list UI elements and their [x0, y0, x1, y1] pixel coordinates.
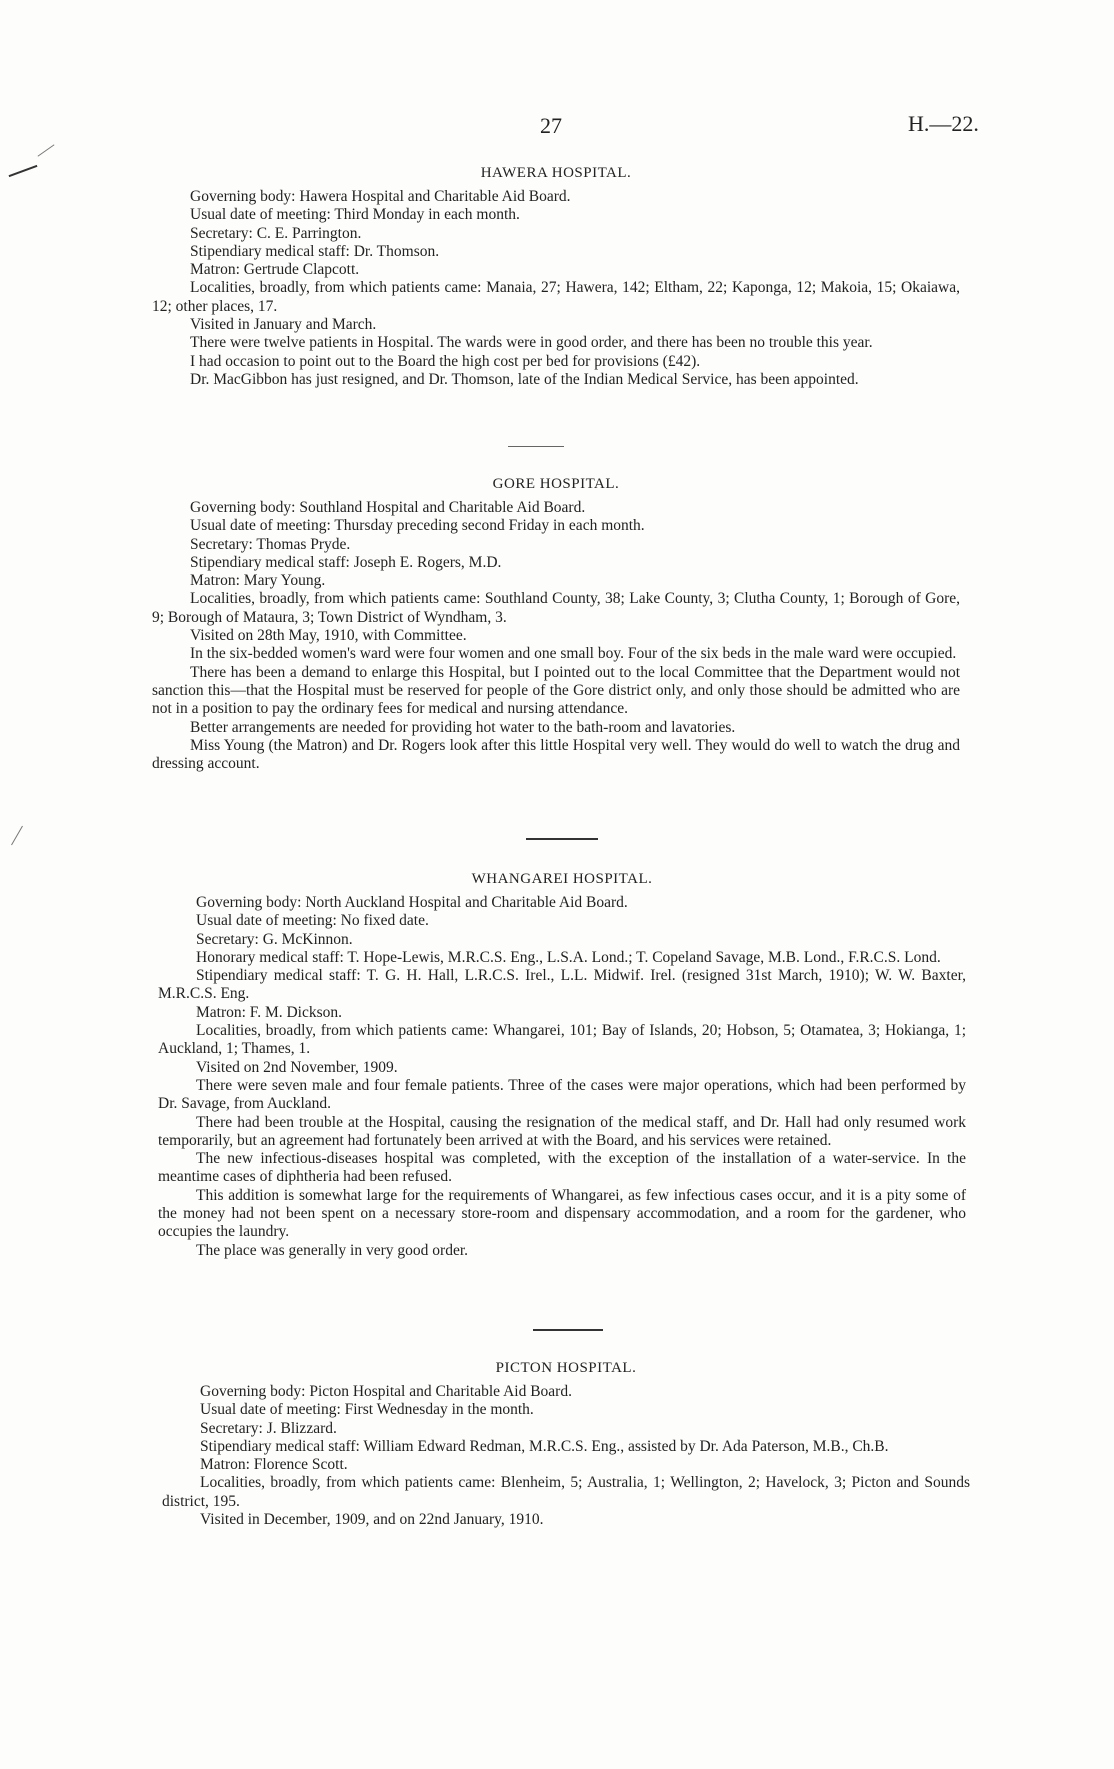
- paragraph: This addition is somewhat large for the requirements of Whangarei, as few infectious cases occur, and it is a pity some of the money had not been spent on a necessary store-room and dispensary accommodation, and a room for the gardener, who occupies the laundry.: [158, 1186, 966, 1241]
- paragraph: Usual date of meeting: Third Monday in each month.: [190, 206, 520, 224]
- page-number: 27: [540, 113, 562, 138]
- paragraph: Secretary: G. McKinnon.: [196, 930, 353, 948]
- paragraph: Secretary: Thomas Pryde.: [190, 535, 351, 553]
- paragraph: Governing body: North Auckland Hospital and Charitable Aid Board.: [196, 894, 628, 911]
- section-title: PICTON HOSPITAL.: [495, 1360, 637, 1376]
- section-title: HAWERA HOSPITAL.: [480, 165, 632, 181]
- section-picton-hospital: [162, 1360, 970, 1529]
- margin-mark: [9, 165, 38, 177]
- paragraph: There were seven male and four female patients. Three of the cases were major operations, which had been performed by Dr. Savage, from Auckland.: [158, 1076, 966, 1113]
- section-hawera-hospital: [152, 165, 960, 389]
- paragraph: The new infectious-diseases hospital was completed, with the exception of the installation of a water-service. In the meantime cases of diphtheria had been refused.: [158, 1150, 966, 1186]
- paragraph: Matron: F. M. Dickson.: [196, 1003, 343, 1021]
- paragraph: Visited on 2nd November, 1909.: [196, 1058, 398, 1076]
- paragraph: Localities, broadly, from which patients came: Blenheim, 5; Australia, 1; Wellington, 2; Havelock, 3; Picton and Sounds district, 195.: [162, 1474, 970, 1510]
- paragraph: Visited in December, 1909, and on 22nd January, 1910.: [200, 1511, 544, 1529]
- paragraph: Governing body: Southland Hospital and Charitable Aid Board.: [190, 499, 586, 516]
- page-reference: H.—22.: [908, 111, 979, 136]
- paragraph: Localities, broadly, from which patients came: Southland County, 38; Lake County, 3; Clutha County, 1; Borough of Gore, 9; Borough of Mataura, 3; Town District of Wyndham, 3.: [152, 590, 960, 626]
- paragraph: Governing body: Hawera Hospital and Charitable Aid Board.: [190, 188, 571, 205]
- section-gore-hospital: [152, 476, 960, 773]
- paragraph: Matron: Mary Young.: [190, 572, 326, 590]
- section-divider: [508, 446, 564, 447]
- paragraph: Usual date of meeting: First Wednesday in the month.: [200, 1401, 534, 1419]
- paragraph: There were twelve patients in Hospital. The wards were in good order, and there has been no trouble this year.: [190, 334, 873, 352]
- margin-mark: [11, 826, 23, 846]
- paragraph: In the six-bedded women's ward were four women and one small boy. Four of the six beds in the male ward were occupied.: [190, 645, 957, 663]
- paragraph: Governing body: Picton Hospital and Charitable Aid Board.: [200, 1383, 572, 1400]
- paragraph: Visited in January and March.: [190, 316, 377, 334]
- paragraph: Matron: Gertrude Clapcott.: [190, 261, 360, 279]
- paragraph: Localities, broadly, from which patients came: Whangarei, 101; Bay of Islands, 20; Hobson, 5; Otamatea, 3; Hokianga, 1; Auckland, 1; Thames, 1.: [158, 1022, 966, 1058]
- section-title: GORE HOSPITAL.: [492, 476, 620, 492]
- section-divider: [533, 1329, 603, 1331]
- paragraph: Stipendiary medical staff: Dr. Thomson.: [190, 242, 440, 260]
- section-whangarei-hospital: [158, 871, 966, 1260]
- paragraph: Secretary: J. Blizzard.: [200, 1419, 337, 1437]
- paragraph: The place was generally in very good order.: [196, 1241, 469, 1259]
- paragraph: There had been trouble at the Hospital, causing the resignation of the medical staff, and Dr. Hall had only resumed work temporarily, but an agreement had fortunately been arrived at with the Board, and his services were retained.: [158, 1113, 966, 1149]
- paragraph: Honorary medical staff: T. Hope-Lewis, M.R.C.S. Eng., L.S.A. Lond.; T. Copeland Savage, M.B. Lond., F.R.C.S. Lond.: [196, 948, 941, 966]
- paragraph: Stipendiary medical staff: William Edward Redman, M.R.C.S. Eng., assisted by Dr. Ada Paterson, M.B., Ch.B.: [200, 1437, 889, 1455]
- paragraph: I had occasion to point out to the Board the high cost per bed for provisions (£42).: [190, 352, 701, 370]
- paragraph: Better arrangements are needed for providing hot water to the bath-room and lavatories.: [190, 718, 736, 736]
- paragraph: Miss Young (the Matron) and Dr. Rogers look after this little Hospital very well. They would do well to watch the drug and dressing account.: [152, 736, 960, 773]
- paragraph: Stipendiary medical staff: Joseph E. Rogers, M.D.: [190, 553, 502, 571]
- paragraph: Visited on 28th May, 1910, with Committee.: [190, 627, 467, 645]
- paragraph: Localities, broadly, from which patients came: Manaia, 27; Hawera, 142; Eltham, 22; Kaponga, 12; Makoia, 15; Okaiawa, 12; other places, 17.: [152, 279, 960, 315]
- margin-mark: [38, 144, 55, 156]
- paragraph: Matron: Florence Scott.: [200, 1456, 348, 1474]
- paragraph: Usual date of meeting: Thursday preceding second Friday in each month.: [190, 517, 645, 535]
- paragraph: Secretary: C. E. Parrington.: [190, 224, 362, 242]
- paragraph: There has been a demand to enlarge this Hospital, but I pointed out to the local Committee that the Department would not sanction this—that the Hospital must be reserved for people of the Gore district only, and only those should be admitted who are not in a position to pay the ordinary fees for medical and nursing attendance.: [152, 663, 960, 718]
- section-divider: [526, 838, 598, 840]
- paragraph: Stipendiary medical staff: T. G. H. Hall, L.R.C.S. Irel., L.L. Midwif. Irel. (resigned 31st March, 1910); W. W. Baxter, M.R.C.S. Eng.: [158, 967, 966, 1003]
- paragraph: Usual date of meeting: No fixed date.: [196, 912, 429, 930]
- section-title: WHANGAREI HOSPITAL.: [471, 871, 653, 887]
- paragraph: Dr. MacGibbon has just resigned, and Dr. Thomson, late of the Indian Medical Service, has been appointed.: [190, 370, 859, 388]
